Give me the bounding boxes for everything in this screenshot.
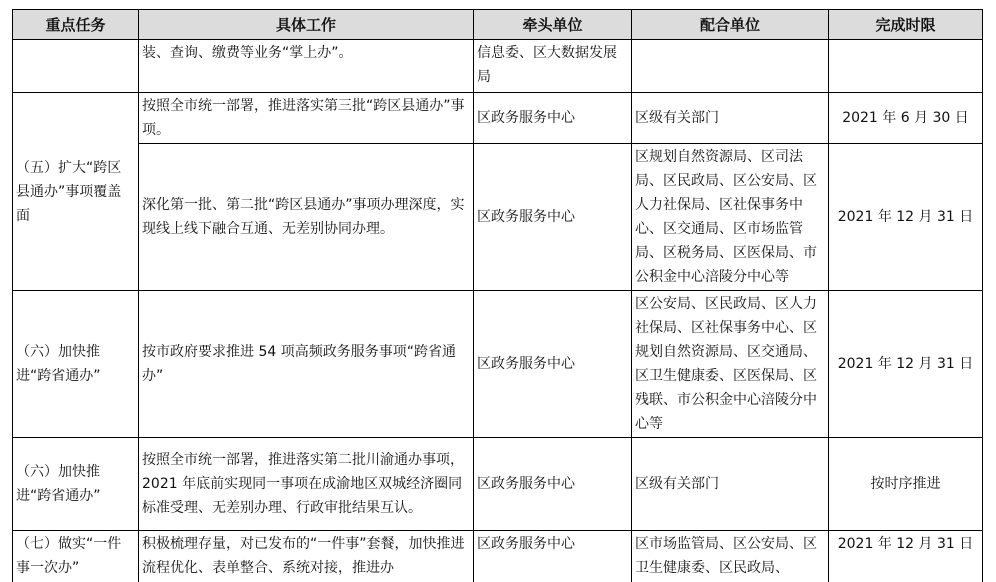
partners-cell <box>632 40 829 93</box>
task-table <box>12 9 983 582</box>
table-row <box>13 291 983 438</box>
partners-cell: 区市场监管局、区公安局、区卫生健康委、区民政局、 <box>632 531 829 582</box>
task-cell: （六）加快推进“跨省通办” <box>13 438 139 531</box>
header-row <box>13 10 983 40</box>
deadline-cell <box>829 40 983 93</box>
task-cell: （五）扩大“跨区县通办”事项覆盖面 <box>13 93 139 291</box>
partners-cell: 区级有关部门 <box>632 438 829 531</box>
work-cell: 积极梳理存量，对已发布的“一件事”套餐，加快推进流程优化、表单整合、系统对接，推进办 <box>139 531 474 582</box>
deadline-cell: 2021 年 12 月 31 日 <box>829 531 983 582</box>
header-partners: 配合单位 <box>632 10 829 40</box>
deadline-cell: 按时序推进 <box>829 438 983 531</box>
lead-cell: 区政务服务中心 <box>474 531 632 582</box>
task-cell: （七）做实“一件事一次办” <box>13 531 139 582</box>
work-cell: 装、查询、缴费等业务“掌上办”。 <box>139 40 474 93</box>
table-row <box>13 531 983 582</box>
partners-cell: 区规划自然资源局、区司法局、区民政局、区公安局、区人力社保局、区社保事务中心、区交通局、区市场监管局、区税务局、区医保局、市公积金中心涪陵分中心等 <box>632 144 829 291</box>
table-row <box>13 93 983 144</box>
lead-cell: 信息委、区大数据发展局 <box>474 40 632 93</box>
deadline-cell: 2021 年 12 月 31 日 <box>829 144 983 291</box>
deadline-cell: 2021 年 6 月 30 日 <box>829 93 983 144</box>
deadline-cell: 2021 年 12 月 31 日 <box>829 291 983 438</box>
work-cell: 按照全市统一部署，推进落实第二批川渝通办事项，2021 年底前实现同一事项在成渝地区双城经济圈同标准受理、无差别办理、行政审批结果互认。 <box>139 438 474 531</box>
work-cell: 按市政府要求推进 54 项高频政务服务事项“跨省通办” <box>139 291 474 438</box>
partners-cell: 区公安局、区民政局、区人力社保局、区社保事务中心、区规划自然资源局、区交通局、区卫生健康委、区医保局、区残联、市公积金中心涪陵分中心等 <box>632 291 829 438</box>
lead-cell: 区政务服务中心 <box>474 438 632 531</box>
task-cell <box>13 40 139 93</box>
lead-cell: 区政务服务中心 <box>474 291 632 438</box>
partners-cell: 区级有关部门 <box>632 93 829 144</box>
table-row <box>13 438 983 531</box>
lead-cell: 区政务服务中心 <box>474 144 632 291</box>
header-deadline: 完成时限 <box>829 10 983 40</box>
task-cell: （六）加快推进“跨省通办” <box>13 291 139 438</box>
lead-cell: 区政务服务中心 <box>474 93 632 144</box>
work-cell: 按照全市统一部署，推进落实第三批“跨区县通办”事项。 <box>139 93 474 144</box>
table-row <box>13 40 983 93</box>
work-cell: 深化第一批、第二批“跨区县通办”事项办理深度，实现线上线下融合互通、无差别协同办理。 <box>139 144 474 291</box>
header-task: 重点任务 <box>13 10 139 40</box>
header-work: 具体工作 <box>139 10 474 40</box>
table-row <box>13 144 983 291</box>
header-lead: 牵头单位 <box>474 10 632 40</box>
